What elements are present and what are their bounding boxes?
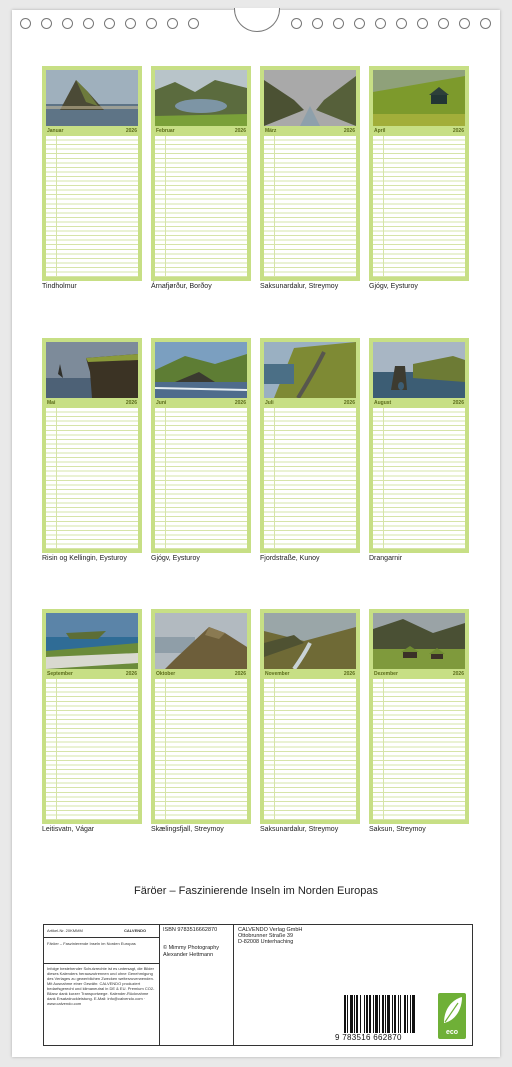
month-photo [373, 613, 465, 669]
month-year: 2026 [234, 400, 246, 406]
photo-caption: Gjógv, Eysturoy [369, 283, 418, 290]
day-grid [264, 679, 356, 820]
binding-hole [125, 18, 136, 29]
barcode [344, 995, 416, 1033]
photo-caption: Saksunardalur, Streymoy [260, 283, 339, 290]
binding-hole [41, 18, 52, 29]
day-grid [46, 679, 138, 820]
month-header [155, 128, 247, 135]
month-year: 2026 [125, 128, 137, 134]
binding-hole [438, 18, 449, 29]
month-year: 2026 [452, 400, 464, 406]
month-year: 2026 [452, 671, 464, 677]
publisher-name: CALVENDO Verlag GmbH [238, 927, 303, 933]
isbn: ISBN 9783516662870 [163, 927, 218, 933]
month-name: Juni [156, 400, 167, 406]
eco-badge [438, 993, 466, 1039]
month-photo [155, 613, 247, 669]
calendar-title: Färöer – Faszinierende Inseln im Norden Europas [134, 885, 378, 897]
month-photo [264, 70, 356, 126]
publisher-street: Ottobrunner Straße 39 [238, 933, 294, 939]
calvendo-logo: CALVENDO [124, 928, 147, 933]
month-header [155, 671, 247, 678]
photo-caption: Tindholmur [42, 283, 77, 290]
month-year: 2026 [234, 128, 246, 134]
photo-caption: Risin og Kellingin, Eysturoy [42, 555, 127, 562]
month-name: August [374, 400, 392, 406]
photo-caption: Saksun, Streymoy [369, 826, 426, 833]
binding-hole [459, 18, 470, 29]
month-card [369, 609, 469, 824]
month-card [42, 338, 142, 553]
month-name: März [265, 128, 277, 134]
month-header [264, 128, 356, 135]
month-card [260, 609, 360, 824]
month-name: Januar [47, 128, 64, 134]
month-photo [264, 613, 356, 669]
month-header [46, 400, 138, 407]
day-grid [155, 408, 247, 549]
photo-caption: Fjordstraße, Kunoy [260, 555, 320, 562]
day-grid [264, 408, 356, 549]
month-name: Juli [265, 400, 274, 406]
month-card [260, 338, 360, 553]
day-grid [46, 136, 138, 277]
month-card [260, 66, 360, 281]
day-grid [264, 136, 356, 277]
imprint-left-column [44, 925, 160, 1045]
day-grid [155, 679, 247, 820]
month-year: 2026 [125, 671, 137, 677]
binding-hole [396, 18, 407, 29]
leaf-icon [438, 993, 466, 1029]
legal-notice: Infolge bestehender Schutzrechte ist es untersagt, die Bilder dieses Kalenders herauszutrennen und ohne Genehmigung des Verlages zu gewerblichen Zwecken weiterzuverwenden. Mit Ausnahme einer Gewähr. CALVENDO produziert bedarfsgerecht und klimaneutral in DE & EU. Premium CO2-Bilanz dank kurzer Transportwege. Kalender-Rücknahme dank Ersatzdruckleistung. E-Mail: info@calvendo.com · www.calvendo.com [47, 966, 155, 1006]
month-photo [46, 342, 138, 398]
month-header [264, 671, 356, 678]
month-header [46, 671, 138, 678]
photo-caption: Gjógv, Eysturoy [151, 555, 200, 562]
month-photo [264, 342, 356, 398]
month-header [264, 400, 356, 407]
article-number: Artikel-Nr. 20KMMM [47, 928, 83, 933]
month-year: 2026 [343, 128, 355, 134]
month-header [46, 128, 138, 135]
photo-caption: Saksunardalur, Streymoy [260, 826, 339, 833]
day-grid [373, 679, 465, 820]
month-photo [155, 70, 247, 126]
month-name: September [47, 671, 73, 677]
month-year: 2026 [452, 128, 464, 134]
photo-caption: Drangarnir [369, 555, 403, 562]
day-grid [373, 408, 465, 549]
month-name: Mai [47, 400, 56, 406]
binding-hole [480, 18, 491, 29]
binding-hole [417, 18, 428, 29]
month-header [373, 400, 465, 407]
month-photo [373, 70, 465, 126]
month-name: Oktober [156, 671, 176, 677]
month-photo [46, 613, 138, 669]
day-grid [46, 408, 138, 549]
binding-hole [146, 18, 157, 29]
imprint-box [43, 924, 473, 1046]
month-header [373, 671, 465, 678]
publisher-city: D-82008 Unterhaching [238, 939, 294, 945]
photo-caption: Skælingsfjall, Streymoy [151, 826, 224, 833]
photo-caption: Árnafjørður, Borðoy [151, 283, 212, 290]
month-photo [373, 342, 465, 398]
month-card [151, 66, 251, 281]
photo-caption: Leitisvatn, Vágar [42, 826, 95, 833]
month-card [151, 338, 251, 553]
month-card [42, 609, 142, 824]
month-year: 2026 [234, 671, 246, 677]
eco-label: eco [445, 1029, 459, 1036]
month-header [155, 400, 247, 407]
month-photo [155, 342, 247, 398]
binding-hole [375, 18, 386, 29]
month-card [42, 66, 142, 281]
copyright: © Mimmy Photography Alexander Hettmann [163, 945, 220, 958]
binding-hole [20, 18, 31, 29]
month-card [151, 609, 251, 824]
month-card [369, 66, 469, 281]
month-name: November [265, 671, 290, 677]
month-year: 2026 [343, 400, 355, 406]
month-year: 2026 [343, 671, 355, 677]
day-grid [155, 136, 247, 277]
imprint-isbn-column [160, 925, 234, 1045]
month-photo [46, 70, 138, 126]
binding-hole [188, 18, 199, 29]
month-name: April [374, 128, 386, 134]
month-name: Dezember [374, 671, 398, 677]
barcode-digits: 9 783516 662870 [335, 1033, 402, 1042]
month-name: Februar [156, 128, 175, 134]
binding-hole [62, 18, 73, 29]
month-card [369, 338, 469, 553]
month-header [373, 128, 465, 135]
month-year: 2026 [125, 400, 137, 406]
short-title: Färöer – Faszinierende Inseln im Norden Europas [47, 941, 136, 946]
calendar-page [12, 10, 500, 1057]
binding-hole [354, 18, 365, 29]
binding-hole [167, 18, 178, 29]
binding-hole [333, 18, 344, 29]
binding-hole [104, 18, 115, 29]
binding-hole [312, 18, 323, 29]
day-grid [373, 136, 465, 277]
binding-hole [83, 18, 94, 29]
binding-hole [291, 18, 302, 29]
